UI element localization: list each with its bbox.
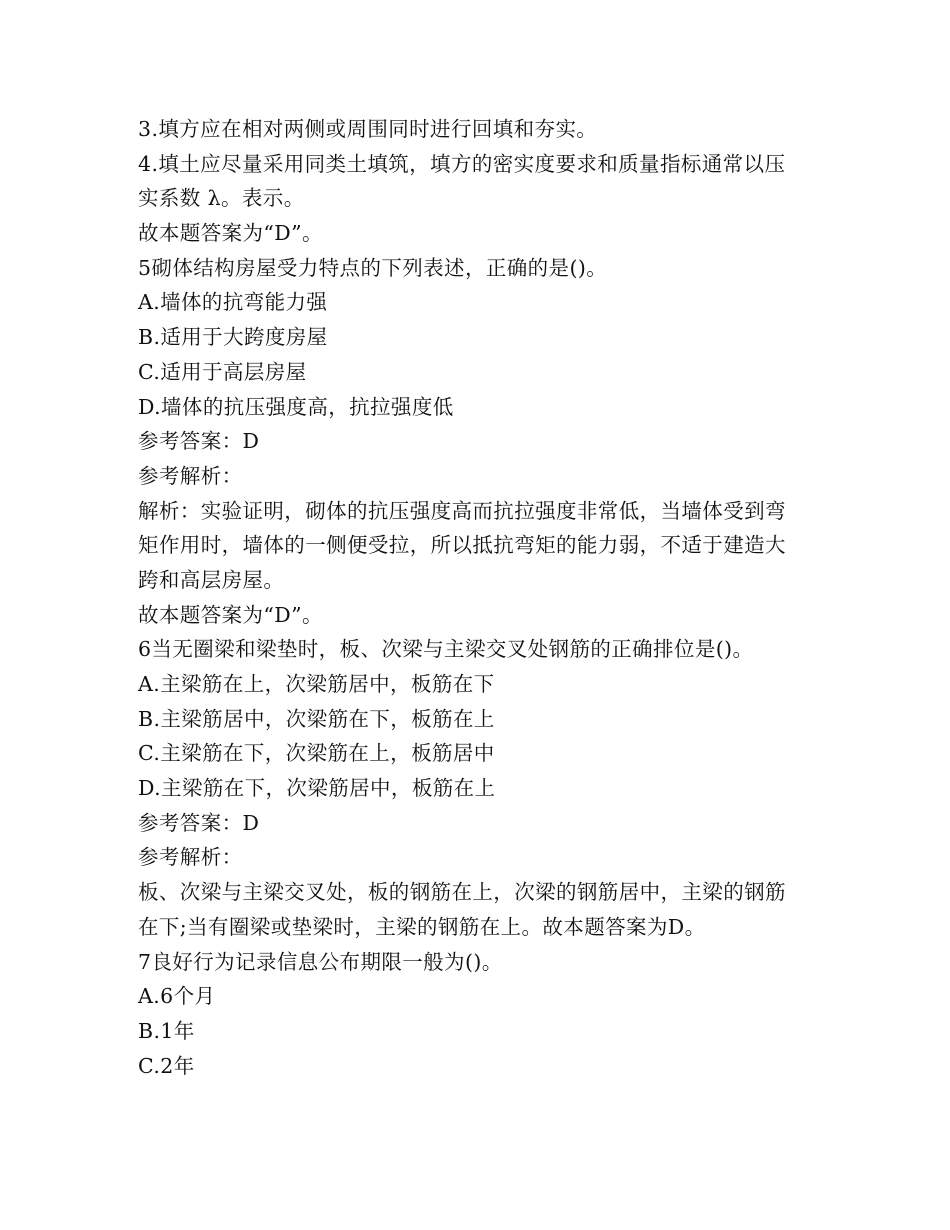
question-6: 6当无圈梁和梁垫时，板、次梁与主梁交叉处钢筋的正确排位是()。 bbox=[138, 637, 754, 662]
option-b: B.适用于大跨度房屋 bbox=[138, 325, 328, 350]
text-line: 4.填土应尽量采用同类土填筑，填方的密实度要求和质量指标通常以压 bbox=[138, 151, 786, 176]
option-b: B.主梁筋居中，次梁筋在下，板筋在上 bbox=[138, 706, 495, 731]
question-5: 5砌体结构房屋受力特点的下列表述，正确的是()。 bbox=[138, 255, 608, 280]
reference-answer: 参考答案：D bbox=[138, 810, 260, 835]
text-line: 3.填方应在相对两侧或周围同时进行回填和夯实。 bbox=[138, 117, 598, 141]
analysis-text: 板、次梁与主梁交叉处，板的钢筋在上，次梁的钢筋居中，主梁的钢筋 bbox=[138, 880, 786, 905]
analysis-text: 解析：实验证明，砌体的抗压强度高而抗拉强度非常低，当墙体受到弯 bbox=[138, 498, 786, 523]
analysis-text: 矩作用时，墙体的一侧便受拉，所以抵抗弯矩的能力弱，不适于建造大 bbox=[138, 533, 786, 558]
reference-analysis-label: 参考解析： bbox=[138, 463, 243, 488]
text-line: 故本题答案为“D”。 bbox=[138, 221, 323, 246]
option-c: C.主梁筋在下，次梁筋在上，板筋居中 bbox=[138, 741, 495, 766]
analysis-text: 跨和高层房屋。 bbox=[138, 567, 285, 592]
option-a: A.主梁筋在上，次梁筋居中，板筋在下 bbox=[138, 672, 495, 696]
option-c: C.适用于高层房屋 bbox=[138, 359, 307, 384]
option-a: A.墙体的抗弯能力强 bbox=[138, 290, 328, 315]
reference-answer: 参考答案：D bbox=[138, 429, 260, 454]
question-7: 7良好行为记录信息公布期限一般为()。 bbox=[138, 949, 503, 974]
option-b: B.1年 bbox=[138, 1018, 195, 1043]
option-d: D.主梁筋在下，次梁筋居中，板筋在上 bbox=[138, 776, 496, 801]
option-d: D.墙体的抗压强度高，抗拉强度低 bbox=[138, 394, 454, 419]
option-c: C.2年 bbox=[138, 1053, 195, 1078]
answer-summary: 故本题答案为“D”。 bbox=[138, 602, 323, 627]
document-body bbox=[138, 112, 818, 1083]
option-a: A.6个月 bbox=[138, 984, 216, 1009]
reference-analysis-label: 参考解析： bbox=[138, 845, 243, 870]
text-line: 实系数 λ。表示。 bbox=[138, 186, 305, 211]
analysis-text: 在下;当有圈梁或垫梁时，主梁的钢筋在上。故本题答案为D。 bbox=[138, 914, 706, 939]
